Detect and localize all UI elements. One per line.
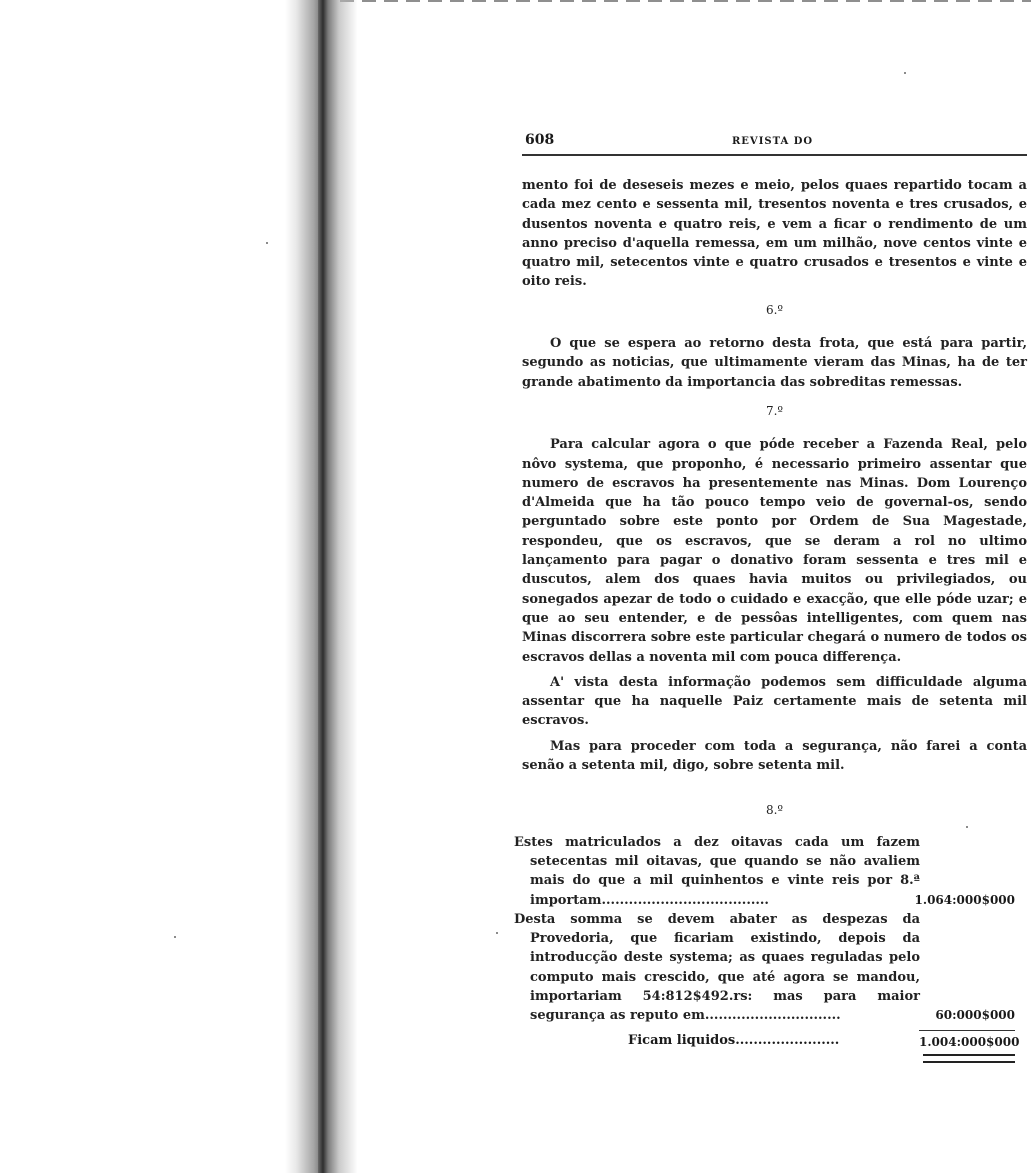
ledger-total-row (522, 1030, 1027, 1054)
ledger-row-amount: 60:000$000 (935, 1008, 1015, 1023)
scan-speck (174, 936, 176, 938)
paragraph-section-7: Para calcular agora o que póde receber a Fazenda Real, pelo nôvo systema, que proponho, é necessario primeiro assentar que numero de escravos ha presentemente nas Minas. Dom Lourenço d'Almeida que ha tão pouco tempo veio de governal-os, sendo perguntado sobre este ponto por Ordem de Sua Magestade, respondeu, que os escravos, que se deram a rol no ultimo lançamento para pagar o donativo foram sessenta e tres mil e duscutos, alem dos quaes havia muitos ou privilegiados, ou sonegados apezar de todo o cuidado e exacção, que elle póde uzar; e que ao seu entender, e de pessôas intelligentes, com quem nas Minas discorrera sobre este particular chegará o numero de todos os escravos dellas a noventa mil com pouca differença. (522, 437, 1027, 665)
ledger-row-text: Desta somma se devem abater as despezas da Provedoria, que ficariam existindo, depois da introducção deste systema; as quaes reguladas pelo computo mais crescido, que até agora se mandou, importariam 54:812$492.rs: mas para maior segurança as reputo em.............................. (514, 911, 920, 1024)
paragraph-continuation: mento foi de deseseis mezes e meio, pelos quaes repartido tocam a cada mez cento e sessenta mil, tresentos noventa e tres crusados, e dusentos noventa e quatro reis, e vem a ficar o rendimento de um anno preciso d'aquella remessa, em um milhão, nove centos vinte e quatro mil, setecentos vinte e quatro crusados e tresentos e vinte e oito reis. (522, 178, 1027, 290)
scan-speck (496, 932, 498, 934)
page-number: 608 (525, 132, 555, 148)
page-top-edge (340, 0, 1031, 2)
book-page (514, 126, 1027, 1054)
scan-speck (904, 72, 906, 74)
total-leader-dots: ....................... (735, 1032, 840, 1048)
running-head: REVISTA DO (732, 136, 814, 147)
scan-speck (266, 242, 268, 244)
section-number-6: 6.º (765, 302, 784, 317)
ledger-row-despezas (514, 910, 1027, 1026)
ledger-row-amount: 1.064:000$000 (914, 892, 1015, 907)
total-label-text: Ficam liquidos (628, 1032, 736, 1048)
body-text (522, 176, 1027, 821)
accounts-ledger (514, 833, 1027, 1054)
paragraph-section-6: O que se espera ao retorno desta frota, que está para partir, segundo as noticias, que ultimamente vieram das Minas, ha de ter grande abatimento da importancia das sobreditas remessas. (522, 336, 1027, 390)
section-number-7: 7.º (765, 403, 784, 418)
book-gutter-spine (318, 0, 328, 1173)
ledger-total-amount: 1.004:000$000 (919, 1030, 1015, 1053)
ledger-row-matriculados (514, 833, 1027, 910)
section-number-8: 8.º (765, 803, 784, 818)
paragraph-vista: A' vista desta informação podemos sem difficuldade alguma assentar que ha naquelle Paiz certamente mais de setenta mil escravos. (522, 674, 1027, 729)
paragraph-seguranca: Mas para proceder com toda a segurança, não farei a conta senão a setenta mil, digo, sobre setenta mil. (522, 738, 1027, 774)
total-double-rule (923, 1054, 1015, 1063)
page-header (522, 126, 1027, 156)
ledger-row-text: Estes matriculados a dez oitavas cada um fazem setecentas mil oitavas, que quando se não avaliem mais do que a mil quinhentos e vinte reis por 8.ª importam..................................... (514, 834, 920, 908)
ledger-total-label (628, 1030, 839, 1052)
